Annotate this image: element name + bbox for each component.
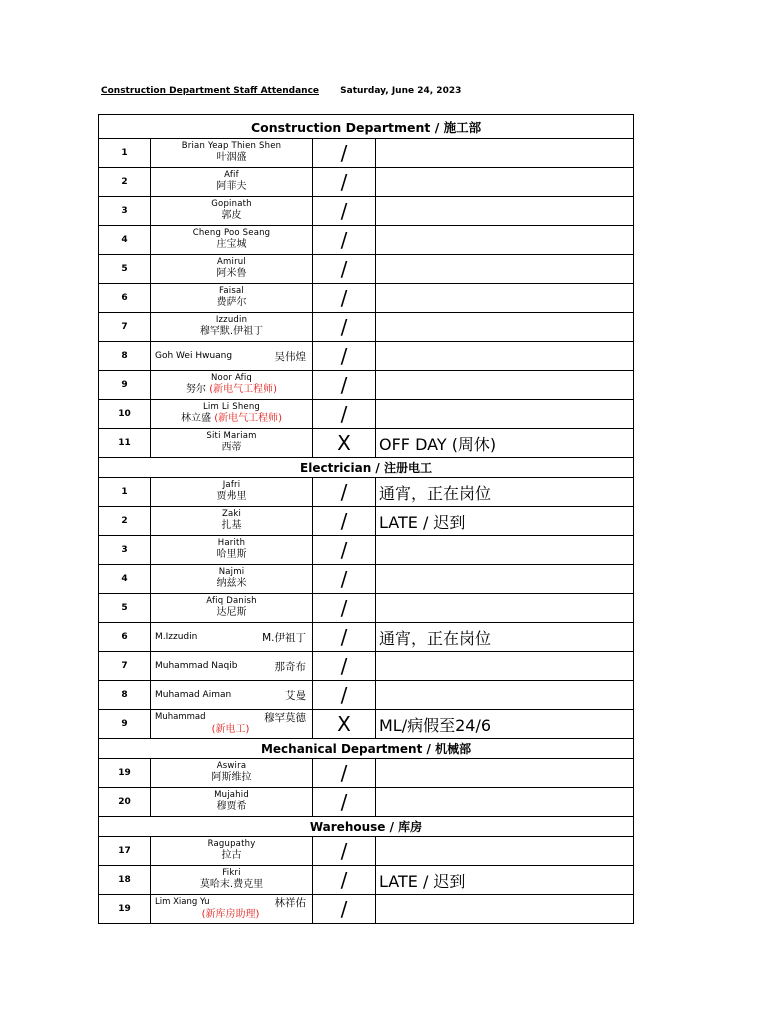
table-row xyxy=(99,594,634,623)
staff-name-zh: 阿斯维拉 xyxy=(211,772,252,784)
staff-name-zh: 叶洇盛 xyxy=(216,152,247,164)
staff-name-zh: 艾曼 xyxy=(285,689,306,702)
table-row xyxy=(99,837,634,866)
section-title: Electrician / 注册电工 xyxy=(99,458,634,478)
attendance-mark: / xyxy=(313,507,376,536)
staff-name-cell xyxy=(151,594,313,623)
remark xyxy=(376,168,634,197)
staff-name-cell xyxy=(151,255,313,284)
row-number: 2 xyxy=(99,168,151,197)
staff-name-zh: 扎基 xyxy=(221,520,242,532)
staff-name-en: M.Izzudin xyxy=(155,632,198,642)
staff-name-cell xyxy=(151,197,313,226)
table-row xyxy=(99,681,634,710)
row-number: 3 xyxy=(99,536,151,565)
staff-name-en: Muhammad Naqib xyxy=(155,661,238,671)
document-header xyxy=(101,86,461,96)
row-number: 5 xyxy=(99,594,151,623)
new-hire-tag: (新电工) xyxy=(211,724,250,736)
attendance-mark: / xyxy=(313,623,376,652)
staff-name-cell xyxy=(151,623,313,652)
section-header-mechanical xyxy=(99,739,634,759)
remark xyxy=(376,139,634,168)
staff-name-en: Noor Afiq xyxy=(210,373,253,384)
attendance-mark: / xyxy=(313,400,376,429)
remark xyxy=(376,788,634,817)
table-row xyxy=(99,536,634,565)
attendance-mark: / xyxy=(313,681,376,710)
remark xyxy=(376,371,634,400)
table-row xyxy=(99,429,634,458)
staff-name-cell xyxy=(151,429,313,458)
remark xyxy=(376,255,634,284)
staff-name-zh: 吴伟煌 xyxy=(274,350,306,363)
row-number: 9 xyxy=(99,710,151,739)
staff-name-zh: 纳兹米 xyxy=(216,578,247,590)
table-row xyxy=(99,400,634,429)
remark xyxy=(376,681,634,710)
remark: 通宵，正在岗位 xyxy=(376,623,634,652)
row-number: 18 xyxy=(99,866,151,895)
staff-name-cell xyxy=(151,478,313,507)
table-row xyxy=(99,139,634,168)
section-title: Mechanical Department / 机械部 xyxy=(99,739,634,759)
document-title: Construction Department Staff Attendance xyxy=(101,86,320,96)
staff-name-zh: 郭皮 xyxy=(221,210,242,222)
staff-name-en: Harith xyxy=(217,538,246,549)
attendance-mark: / xyxy=(313,895,376,924)
staff-name-cell xyxy=(151,400,313,429)
attendance-mark: / xyxy=(313,313,376,342)
remark xyxy=(376,895,634,924)
attendance-mark: / xyxy=(313,371,376,400)
row-number: 3 xyxy=(99,197,151,226)
remark: OFF DAY (周休) xyxy=(376,429,634,458)
staff-name-zh: 达尼斯 xyxy=(216,607,247,619)
staff-name-cell xyxy=(151,652,313,681)
staff-name-en: Zaki xyxy=(221,509,242,520)
staff-name-cell xyxy=(151,342,313,371)
attendance-mark: / xyxy=(313,255,376,284)
table-row xyxy=(99,197,634,226)
table-row xyxy=(99,507,634,536)
attendance-table xyxy=(98,114,634,924)
row-number: 1 xyxy=(99,478,151,507)
staff-name-en: Najmi xyxy=(218,567,245,578)
staff-name-en: Goh Wei Hwuang xyxy=(155,351,233,361)
staff-name-cell xyxy=(151,284,313,313)
staff-name-en: Faisal xyxy=(219,286,244,297)
table-row xyxy=(99,313,634,342)
new-hire-tag: (新电气工程师) xyxy=(214,413,282,425)
staff-name-en: Lim Xiang Yu xyxy=(155,896,210,907)
row-number: 4 xyxy=(99,565,151,594)
attendance-mark: X xyxy=(313,429,376,458)
staff-name-en: Mujahid xyxy=(214,790,249,801)
table-row xyxy=(99,623,634,652)
attendance-mark: / xyxy=(313,197,376,226)
remark xyxy=(376,400,634,429)
table-row xyxy=(99,866,634,895)
staff-name-en: Amirul xyxy=(217,257,246,268)
row-number: 11 xyxy=(99,429,151,458)
attendance-mark: / xyxy=(313,342,376,371)
row-number: 8 xyxy=(99,342,151,371)
attendance-mark: / xyxy=(313,139,376,168)
attendance-mark: / xyxy=(313,536,376,565)
remark: LATE / 迟到 xyxy=(376,866,634,895)
table-row xyxy=(99,565,634,594)
remark: ML/病假至24/6 xyxy=(376,710,634,739)
staff-name-cell xyxy=(151,710,313,739)
staff-name-zh: 费萨尔 xyxy=(216,297,247,309)
staff-name-zh: 阿菲夫 xyxy=(216,181,247,193)
section-header-construction xyxy=(99,115,634,139)
row-number: 8 xyxy=(99,681,151,710)
staff-name-cell xyxy=(151,788,313,817)
staff-name-en: Siti Mariam xyxy=(206,431,257,442)
staff-name-zh: 努尔 xyxy=(186,384,206,396)
remark xyxy=(376,565,634,594)
new-hire-tag: (新电气工程师) xyxy=(209,384,277,396)
attendance-mark: / xyxy=(313,759,376,788)
row-number: 7 xyxy=(99,652,151,681)
staff-name-cell xyxy=(151,895,313,924)
staff-name-cell xyxy=(151,139,313,168)
table-row xyxy=(99,371,634,400)
staff-name-zh: 穆贾希 xyxy=(216,801,247,813)
staff-name-zh: 穆罕默.伊祖丁 xyxy=(199,326,264,338)
staff-name-zh: 拉古 xyxy=(221,850,242,862)
table-row xyxy=(99,478,634,507)
staff-name-zh: 哈里斯 xyxy=(216,549,247,561)
table-row xyxy=(99,226,634,255)
section-title: Construction Department / 施工部 xyxy=(99,115,634,139)
attendance-mark: / xyxy=(313,565,376,594)
staff-name-cell xyxy=(151,759,313,788)
attendance-mark: / xyxy=(313,226,376,255)
table-row xyxy=(99,255,634,284)
row-number: 2 xyxy=(99,507,151,536)
staff-name-en: Afif xyxy=(224,170,239,181)
row-number: 17 xyxy=(99,837,151,866)
row-number: 19 xyxy=(99,895,151,924)
staff-name-cell xyxy=(151,565,313,594)
row-number: 10 xyxy=(99,400,151,429)
attendance-mark: X xyxy=(313,710,376,739)
remark xyxy=(376,837,634,866)
remark xyxy=(376,594,634,623)
row-number: 6 xyxy=(99,284,151,313)
table-row xyxy=(99,652,634,681)
staff-name-en: Lim Li Sheng xyxy=(202,402,261,413)
remark xyxy=(376,652,634,681)
staff-name-cell xyxy=(151,371,313,400)
staff-name-zh: M.伊祖丁 xyxy=(262,631,306,644)
attendance-mark: / xyxy=(313,284,376,313)
row-number: 5 xyxy=(99,255,151,284)
staff-name-zh: 西蒂 xyxy=(221,442,242,454)
remark xyxy=(376,536,634,565)
row-number: 19 xyxy=(99,759,151,788)
staff-name-zh: 穆罕莫德 xyxy=(264,711,306,724)
row-number: 7 xyxy=(99,313,151,342)
staff-name-en: Afiq Danish xyxy=(206,596,257,607)
staff-name-cell xyxy=(151,866,313,895)
staff-name-en: Ragupathy xyxy=(207,839,256,850)
staff-name-zh: 阿米鲁 xyxy=(216,268,247,280)
table-row xyxy=(99,788,634,817)
staff-name-zh: 莫哈末.费克里 xyxy=(199,879,264,891)
staff-name-cell xyxy=(151,168,313,197)
attendance-mark: / xyxy=(313,168,376,197)
staff-name-en: Muhamad Aiman xyxy=(155,690,232,700)
attendance-mark: / xyxy=(313,866,376,895)
staff-name-zh: 林立盛 xyxy=(181,413,211,425)
section-title: Warehouse / 库房 xyxy=(99,817,634,837)
attendance-mark: / xyxy=(313,594,376,623)
remark xyxy=(376,759,634,788)
table-row xyxy=(99,284,634,313)
staff-name-cell xyxy=(151,226,313,255)
staff-name-cell xyxy=(151,313,313,342)
staff-name-cell xyxy=(151,536,313,565)
staff-name-en: Fikri xyxy=(222,868,241,879)
row-number: 6 xyxy=(99,623,151,652)
remark xyxy=(376,284,634,313)
remark xyxy=(376,342,634,371)
attendance-mark: / xyxy=(313,652,376,681)
staff-name-en: Gopinath xyxy=(211,199,252,210)
section-header-warehouse xyxy=(99,817,634,837)
section-header-electrician xyxy=(99,458,634,478)
new-hire-tag: (新库房助理) xyxy=(201,909,260,921)
staff-name-cell xyxy=(151,507,313,536)
staff-name-zh: 贾弗里 xyxy=(216,491,247,503)
table-row xyxy=(99,168,634,197)
staff-name-en: Cheng Poo Seang xyxy=(192,228,271,239)
staff-name-en: Muhammad xyxy=(155,711,206,722)
attendance-mark: / xyxy=(313,788,376,817)
remark xyxy=(376,197,634,226)
remark: 通宵，正在岗位 xyxy=(376,478,634,507)
table-row xyxy=(99,759,634,788)
row-number: 1 xyxy=(99,139,151,168)
document-date: Saturday, June 24, 2023 xyxy=(340,86,462,96)
remark xyxy=(376,226,634,255)
staff-name-cell xyxy=(151,837,313,866)
table-row xyxy=(99,710,634,739)
staff-name-en: Jafri xyxy=(222,480,241,491)
table-row xyxy=(99,342,634,371)
remark xyxy=(376,313,634,342)
row-number: 20 xyxy=(99,788,151,817)
staff-name-zh: 林祥佑 xyxy=(274,896,306,909)
row-number: 4 xyxy=(99,226,151,255)
staff-name-en: Izzudin xyxy=(215,315,248,326)
staff-name-cell xyxy=(151,681,313,710)
remark: LATE / 迟到 xyxy=(376,507,634,536)
staff-name-zh: 庄宝城 xyxy=(216,239,247,251)
staff-name-en: Aswira xyxy=(216,761,247,772)
table-row xyxy=(99,895,634,924)
attendance-mark: / xyxy=(313,478,376,507)
staff-name-zh: 那奇布 xyxy=(274,660,306,673)
staff-name-en: Brian Yeap Thien Shen xyxy=(181,141,282,152)
row-number: 9 xyxy=(99,371,151,400)
attendance-mark: / xyxy=(313,837,376,866)
